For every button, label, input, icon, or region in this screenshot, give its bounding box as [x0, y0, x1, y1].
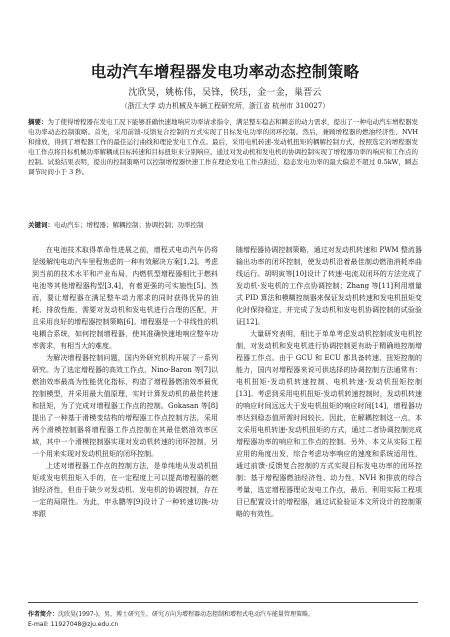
footnote-label: 作者简介：: [28, 611, 59, 618]
keywords-text: 电动汽车；增程器；解耦控制；协调控制；功率控制: [54, 221, 204, 229]
abstract-label: 摘要：: [28, 118, 48, 126]
abstract: [28, 117, 418, 177]
body-paragraph: 大量研究表明，相比于单单考虑发动机控制或发电机控制，对发动机和发电机进行协调控制更有助于精确地控制增程器工作点。由于 GCU 和 ECU 都具备转速、扭矩控制的能力，国内对增程器来说可供选择的协调控制方法通常有：电机扭矩-发动机转速控制、电机转速-发动机扭矩控制[13]。考虑到采用电机扭矩-发动机转速控制时，发动机转速的响应时间远远大于发电机扭矩的响应时间[14]，增程器功率达到稳态值所需时间较长。因此，在解耦控制这一点，本文采用电机转速-发动机扭矩的方式，通过二者协调控制完成增程器功率的响应和工作点的控制。另外，本文从实际工程应用的角度出发，综合考虑功率响应的速度和系统适用性，通过前馈-反馈复合控制的方式实现目标发电功率的闭环控制；基于增程器燃油经济性、动力性、NVH 和排放的综合考量，选定增程器理论发电工作点，最后，利用实际工程项目已配置设计的增程器，通过试验验证本文所设计的控制策略的有效性。: [236, 330, 422, 518]
footnote-text: 沈欣昊(1997-)，男，博士研究生，研究方向为增程器动态控制和增程式电动汽车能量管理策略。: [58, 611, 314, 618]
abstract-text: 为了使得增程器在发电工况下能够准确快速地响应功率请求指令，满足整车稳态和瞬态的动力需求，提出了一种电动汽车增程器发电功率动态控制策略。首先，采用前馈-反馈复合控制的方式实现了目标发电功率的闭环控制。然后，兼顾增程器的燃油经济性、NVH 和排放，得到了增程器工作的最佳运行曲线和理论发电工作点。最后，采用电机转速-发动机扭矩的耦解控制方式，按照选定的增程器发电工作点将目标机械功率解耦成目标转速和目标扭矩来分别响应。通过对发动机和发电机的协调控制实现了增程器功率的响应和工作点的控制。试验结果表明，提出的控制策略可以控制增程器快速工作在理论发电工作点附近，稳态发电功率的最大偏差不超过 0.5kW，瞬态调节时间小于 3 秒。: [28, 118, 418, 176]
footnote-divider: [28, 602, 418, 603]
paper-title: 电动汽车增程器发电功率动态控制策略: [90, 63, 360, 81]
body-column-right: [236, 244, 422, 520]
keywords: [28, 220, 418, 230]
author-email: E-mail: 11927048@zju.edu.cn: [28, 621, 119, 628]
body-paragraph: 随增程器协调控制策略，通过对发动机转速和 PWM 整流器输出功率的闭环控制，使发动机沿着最佳制动燃油消耗率曲线运行。胡明寅等[10]设计了转速-电流双闭环的方法完成了发动机-发电机的工作点协调控制；Zhang 等[11]利用增量式 PID 算法和模糊控制器来保证发动机转速和发电机扭矩变化时保持稳定，并完成了发动机和发电机协调控制的试验验证[12]。: [236, 246, 422, 326]
author-footnote: [28, 609, 428, 618]
author-affiliation: （浙江大学 动力机械及车辆工程研究所，浙江省 杭州市 310027）: [120, 102, 330, 110]
keywords-label: 关键词：: [28, 221, 54, 229]
body-column-left: [32, 244, 218, 520]
body-paragraph: 上述对增程器工作点的控制方法，是单纯地从发动机扭矩或发电机扭矩入手的，在一定程度上可以提高增程器的燃油经济性，但由于缺少对发动机、发电机的协调控制，存在一定的局限性。为此，申永鹏等[9]设计了一种转速切换-功率跟: [32, 462, 218, 518]
author-list: 沈欣昊，姚栋伟，吴锋，侯珏，金一金，巢晋云: [128, 88, 322, 98]
body-paragraph: 在电池技术取得革命性进展之前，增程式电动汽车仍将是缓解纯电动汽车里程焦虑的一种有效解决方案[1,2]。考虑到当前的技术水平和产业布局，内燃机型增程器相比于燃料电池等其他增程器构型[3,4]，有着更强的可实施性[5]。然而，要让增程器在满足整车动力需求的同时获得优异的油耗、排放性能，需要对发动机和发电机进行合理的匹配，并且采用良好的增程器控制策略[6]。增程器是一个非线性的机电耦合系统，如何控制增程器，使其准确快速地响应整车功率需求，有相当大的难度。: [32, 246, 218, 350]
body-paragraph: 为解决增程器控制问题，国内外研究机构开展了一系列研究。为了选定增程器的高效工作点，Nino-Baron 等[7]以燃油效率最高为性能优化指标，构造了增程器燃油效率最优控制模型，并采用最大值原理，实时计算发动机的最佳转速和扭矩，为了完成对增程器工作点的控制。Gokasan 等[8]提出了一种基于滑模变结构的增程器工作点控制方法，采用两个滑模控制器将增程器工作点控制在其最佳燃油效率区域，其中一个滑模控制器实现对发动机转速的闭环控制，另一个用来实现对发动机扭矩的闭环控制。: [32, 354, 218, 458]
